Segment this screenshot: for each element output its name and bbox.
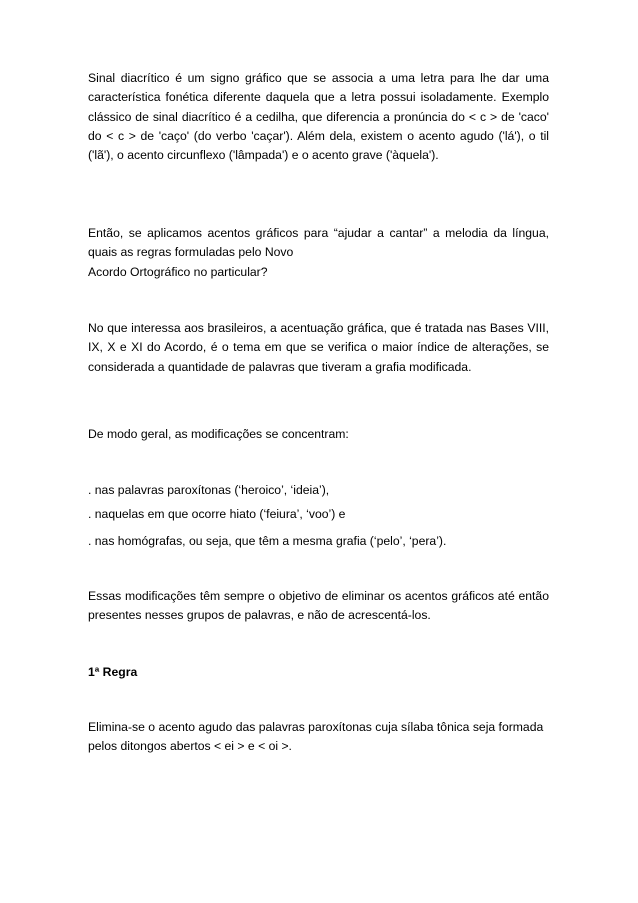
paragraph-modifications-intro: De modo geral, as modificações se concentram: xyxy=(88,427,349,441)
paragraph-brazilian-accentuation: No que interessa aos brasileiros, a acentuação gráfica, que é tratada nas Bases VIII, IX, X e XI do Acordo, é o tema em que se verifica o maior índice de alterações, se considerada a quantidade de palavras que tiveram a grafia modificada. xyxy=(88,321,549,374)
paragraph-diacritic-definition: Sinal diacrítico é um signo gráfico que se associa a uma letra para lhe dar uma característica fonética diferente daquela que a letra possui isoladamente. Exemplo clássico de sinal diacrítico é a cedilha, que diferencia a pronúncia do < c > de 'caco' do < c > de 'caço' (do verbo 'caçar'). Além dela, existem o acento agudo ('lá'), o til ('lã'), o acento circunflexo ('lâmpada') e o acento grave ('àquela'). xyxy=(88,71,549,163)
paragraph-question-intro: Então, se aplicamos acentos gráficos para “ajudar a cantar” a melodia da língua, quais as regras formuladas pelo Novo xyxy=(88,226,549,260)
paragraph-modifications-objective: Essas modificações têm sempre o objetivo de eliminar os acentos gráficos até então presentes nesses grupos de palavras, e não de acrescentá-los. xyxy=(88,589,549,623)
list-item-hiatus: . naquelas em que ocorre hiato (‘feiura’, ‘voo’) e xyxy=(88,507,346,521)
heading-rule-1: 1ª Regra xyxy=(88,665,138,679)
paragraph-rule-1-text: Elimina-se o acento agudo das palavras paroxítonas cuja sílaba tônica seja formada pelos ditongos abertos < ei > e < oi >. xyxy=(88,720,544,754)
list-item-paroxytones: . nas palavras paroxítonas (‘heroico’, ‘ideia’), xyxy=(88,483,330,497)
list-item-homographs: . nas homógrafas, ou seja, que têm a mesma grafia (‘pelo’, ‘pera’). xyxy=(88,534,447,548)
paragraph-question-end: Acordo Ortográfico no particular? xyxy=(88,265,268,279)
